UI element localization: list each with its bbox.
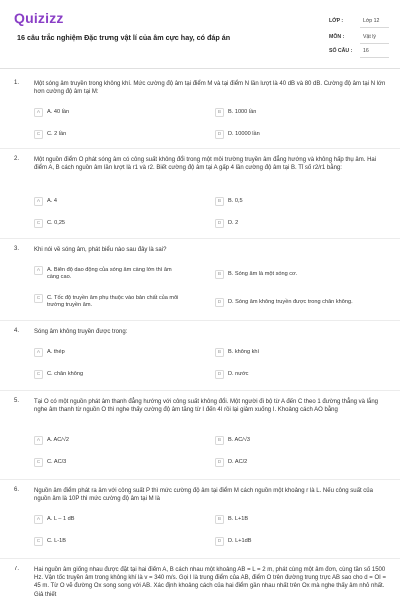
- header-divider: [0, 68, 400, 69]
- option-text: A. 4: [47, 198, 57, 204]
- option-letter-box: D: [215, 458, 224, 467]
- option-text: B. không khí: [228, 349, 260, 355]
- option-c[interactable]: [34, 294, 185, 308]
- meta-subject-value: Vật lý: [363, 34, 376, 40]
- option-text: A. AC/√2: [47, 437, 70, 443]
- option-c[interactable]: [34, 458, 185, 472]
- option-text: C. Tốc độ truyền âm phụ thuộc vào bản chất của môi trường truyền âm.: [47, 295, 179, 309]
- option-letter-box: B: [215, 270, 224, 279]
- question-text: Khi nói về sóng âm, phát biểu nào sau đây là sai?: [34, 247, 167, 253]
- option-c[interactable]: [34, 537, 185, 551]
- meta-divider: [360, 43, 389, 44]
- question-text: Sóng âm không truyền được trong:: [34, 329, 128, 335]
- question-number: 5.: [14, 398, 20, 404]
- option-letter-box: B: [215, 348, 224, 357]
- option-c[interactable]: [34, 130, 185, 144]
- option-letter-box: D: [215, 219, 224, 228]
- option-letter-box: B: [215, 436, 224, 445]
- option-a[interactable]: [34, 197, 185, 211]
- option-letter-box: A: [34, 348, 43, 357]
- option-text: C. AC/3: [47, 459, 67, 465]
- option-letter-box: A: [34, 266, 43, 275]
- option-b[interactable]: [215, 108, 366, 122]
- option-letter-box: D: [215, 370, 224, 379]
- option-b[interactable]: [215, 436, 366, 450]
- option-d[interactable]: [215, 370, 366, 384]
- option-text: B. 1000 lần: [228, 109, 257, 115]
- meta-grade-value: Lớp 12: [363, 18, 380, 24]
- question-7: [0, 566, 400, 600]
- option-letter-box: B: [215, 197, 224, 206]
- question-text: Hai nguồn âm giống nhau được đặt tại hai điểm A, B cách nhau một khoảng AB = L = 2 m, phát cùng một âm đơn, cùng tần số 1500 Hz. Vận tốc truyền âm trong không khí là v = 340 m/s. Gọi I là trung điểm của AB, điểm O trên đường trung trực AB sao cho d = OI = 45 m. Từ O vẽ đường Ox song song với AB. Xác định khoảng cách của hai điểm gần nhau nhất trên Ox mà nghe thấy âm nhỏ nhất. Giả thiết: [34, 567, 386, 598]
- option-letter-box: A: [34, 108, 43, 117]
- question-divider: [0, 320, 400, 321]
- option-a[interactable]: [34, 348, 185, 362]
- question-divider: [0, 238, 400, 239]
- option-d[interactable]: [215, 537, 366, 551]
- meta-subject-label: MÔN :: [329, 34, 345, 40]
- option-letter-box: B: [215, 515, 224, 524]
- question-number: 1.: [14, 80, 20, 86]
- option-text: A. thép: [47, 349, 65, 355]
- option-text: B. L+1B: [228, 516, 249, 522]
- meta-divider: [360, 27, 389, 28]
- option-letter-box: C: [34, 130, 43, 139]
- question-divider: [0, 148, 400, 149]
- question-text: Một nguồn điểm O phát sóng âm có công suất không đổi trong một môi trường truyền âm đẳng hướng và không hấp thụ âm. Hai điểm A, B cách nguồn âm lần lượt là r1 và r2. Biết cường độ âm tại A gấp 4 lần cường độ âm tại B. Tỉ số r2/r1 bằng:: [34, 157, 377, 172]
- option-b[interactable]: [215, 515, 366, 529]
- option-b[interactable]: [215, 197, 366, 211]
- option-text: D. 10000 lần: [228, 131, 260, 137]
- option-text: C. L-1B: [47, 538, 66, 544]
- option-letter-box: D: [215, 537, 224, 546]
- option-c[interactable]: [34, 370, 185, 384]
- option-letter-box: B: [215, 108, 224, 117]
- document-title: 16 câu trắc nghiệm Đặc trưng vật lí của âm cực hay, có đáp án: [17, 33, 231, 42]
- option-text: D. 2: [228, 220, 239, 226]
- option-a[interactable]: [34, 108, 185, 122]
- option-letter-box: D: [215, 298, 224, 307]
- quizizz-logo: Quizizz: [14, 10, 64, 26]
- option-text: A. 40 lần: [47, 109, 70, 115]
- option-a[interactable]: [34, 436, 185, 450]
- option-text: D. nước: [228, 371, 249, 377]
- meta-count-value: 16: [363, 48, 369, 54]
- option-text: D. AC/2: [228, 459, 248, 465]
- question-divider: [0, 558, 400, 559]
- option-text: C. 2 lần: [47, 131, 67, 137]
- option-letter-box: A: [34, 197, 43, 206]
- document-header: [0, 0, 400, 70]
- option-b[interactable]: [215, 270, 366, 284]
- question-number: 7.: [14, 566, 20, 572]
- option-text: B. 0,5: [228, 198, 243, 204]
- question-number: 6.: [14, 487, 20, 493]
- option-text: A. L – 1 dB: [47, 516, 75, 522]
- option-text: C. chân không: [47, 371, 84, 377]
- option-d[interactable]: [215, 219, 366, 233]
- option-d[interactable]: [215, 130, 366, 144]
- option-text: A. Biên độ dao động của sóng âm càng lớn thì âm càng cao.: [47, 267, 172, 281]
- option-letter-box: D: [215, 130, 224, 139]
- option-letter-box: C: [34, 537, 43, 546]
- option-letter-box: C: [34, 458, 43, 467]
- question-text: Nguồn âm điểm phát ra âm với công suất P thì mức cường độ âm tại điểm M cách nguồn một khoảng r là L. Nếu công suất của nguồn âm là 10P thì mức cường độ âm tại M là: [34, 488, 373, 503]
- meta-count-label: SỐ CÂU :: [329, 48, 353, 54]
- option-letter-box: A: [34, 515, 43, 524]
- option-b[interactable]: [215, 348, 366, 362]
- option-d[interactable]: [215, 298, 366, 312]
- option-text: B. Sóng âm là một sóng cơ.: [228, 271, 298, 277]
- question-number: 4.: [14, 328, 20, 334]
- question-divider: [0, 390, 400, 391]
- question-divider: [0, 479, 400, 480]
- option-a[interactable]: [34, 266, 185, 280]
- question-number: 3.: [14, 246, 20, 252]
- option-text: D. L+1dB: [228, 538, 252, 544]
- question-text: Tại O có một nguồn phát âm thanh đẳng hướng với công suất không đổi. Một người đi bộ từ A đến C theo 1 đường thẳng và lắng nghe âm thanh từ nguồn O thì nghe thấy cường độ âm tăng từ I đến 4I rồi lại giảm xuống I. Khoảng cách AO bằng: [34, 399, 379, 414]
- question-number: 2.: [14, 156, 20, 162]
- option-a[interactable]: [34, 515, 185, 529]
- option-text: B. AC/√3: [228, 437, 251, 443]
- meta-divider: [360, 57, 389, 58]
- option-letter-box: C: [34, 294, 43, 303]
- option-text: D. Sóng âm không truyền được trong chân không.: [228, 299, 353, 305]
- meta-grade-label: LỚP :: [329, 18, 344, 24]
- question-text: Một sóng âm truyền trong không khí. Mức cường độ âm tại điểm M và tại điểm N lần lượt là 40 dB và 80 dB. Cường độ âm tại N lớn hơn cường độ âm tại M:: [34, 81, 386, 96]
- option-letter-box: C: [34, 219, 43, 228]
- option-d[interactable]: [215, 458, 366, 472]
- option-c[interactable]: [34, 219, 185, 233]
- option-letter-box: A: [34, 436, 43, 445]
- option-text: C. 0,25: [47, 220, 66, 226]
- option-letter-box: C: [34, 370, 43, 379]
